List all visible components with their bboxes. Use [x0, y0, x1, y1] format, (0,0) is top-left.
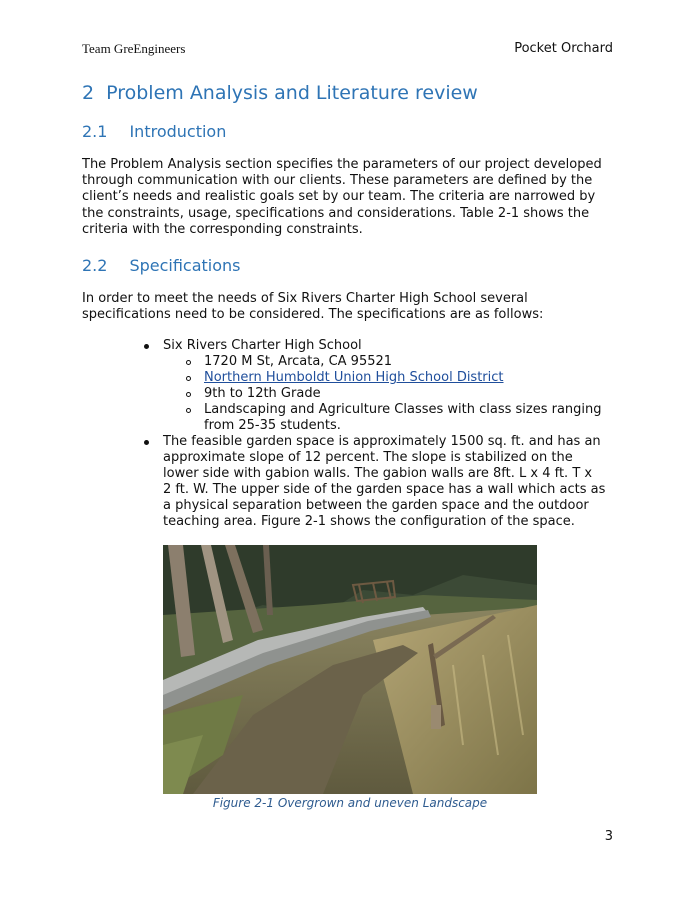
sub-item-address: 1720 M St, Arcata, CA 95521 — [204, 354, 393, 369]
header-team-name: Team GreEngineers — [82, 41, 186, 56]
list-item-garden-space — [163, 434, 623, 530]
paragraph-line: The Problem Analysis section specifies the parameters of our project developed — [82, 157, 602, 172]
section-heading — [82, 82, 478, 104]
subsection-heading-introduction — [82, 122, 226, 141]
list-item-line: teaching area. Figure 2-1 shows the configuration of the space. — [163, 514, 575, 529]
paragraph-line: the constraints, usage, specifications and considerations. Table 2-1 shows the — [82, 205, 590, 221]
hollow-bullet-icon — [186, 392, 191, 397]
paragraph-line: In order to meet the needs of Six Rivers Charter High School several — [82, 291, 528, 306]
sub-item-grades: 9th to 12th Grade — [204, 386, 321, 401]
specifications-paragraph — [82, 291, 622, 323]
list-item-line: 2 ft. W. The upper side of the garden space has a wall which acts as — [163, 482, 606, 497]
list-item-line: a physical separation between the garden space and the outdoor — [163, 498, 589, 513]
sub-item-district — [204, 370, 504, 386]
page-number: 3 — [604, 829, 613, 844]
figure-caption: Figure 2-1 Overgrown and uneven Landscape — [212, 796, 488, 810]
bullet-icon — [144, 344, 149, 349]
sub-item-line: from 25-35 students. — [204, 418, 341, 433]
hollow-bullet-icon — [186, 376, 191, 381]
subsection-number: 2.2 — [82, 256, 108, 275]
list-item-line: approximate slope of 12 percent. The slope is stabilized on the — [163, 450, 573, 465]
list-item-line: lower side with gabion walls. The gabion walls are 8ft. L x 4 ft. T x — [163, 466, 593, 481]
introduction-paragraph — [82, 157, 622, 238]
list-item-school: Six Rivers Charter High School — [163, 338, 362, 353]
header-project-name: Pocket Orchard — [514, 41, 613, 56]
hollow-bullet-icon — [186, 408, 191, 413]
subsection-heading-specifications — [82, 256, 241, 275]
sub-item-classes — [204, 402, 624, 434]
section-title: Problem Analysis and Literature review — [106, 82, 478, 104]
section-number: 2 — [82, 82, 95, 104]
hollow-bullet-icon — [186, 360, 191, 365]
garden-photo-illustration — [163, 545, 537, 794]
garden-photo — [163, 545, 537, 794]
bullet-icon — [144, 440, 149, 445]
subsection-title: Specifications — [129, 256, 241, 275]
list-item-line: The feasible garden space is approximately 1500 sq. ft. and has an — [163, 434, 601, 449]
paragraph-line: criteria with the corresponding constraints. — [82, 221, 363, 237]
subsection-title: Introduction — [129, 122, 227, 141]
paragraph-line: through communication with our clients. These parameters are defined by the — [82, 173, 593, 189]
paragraph-line: specifications need to be considered. The specifications are as follows: — [82, 307, 544, 323]
district-link[interactable]: Northern Humboldt Union High School District — [204, 370, 504, 385]
paragraph-line: client’s needs and realistic goals set by our team. The criteria are narrowed by — [82, 189, 596, 205]
subsection-number: 2.1 — [82, 122, 108, 141]
sub-item-line: Landscaping and Agriculture Classes with class sizes ranging — [204, 402, 602, 417]
